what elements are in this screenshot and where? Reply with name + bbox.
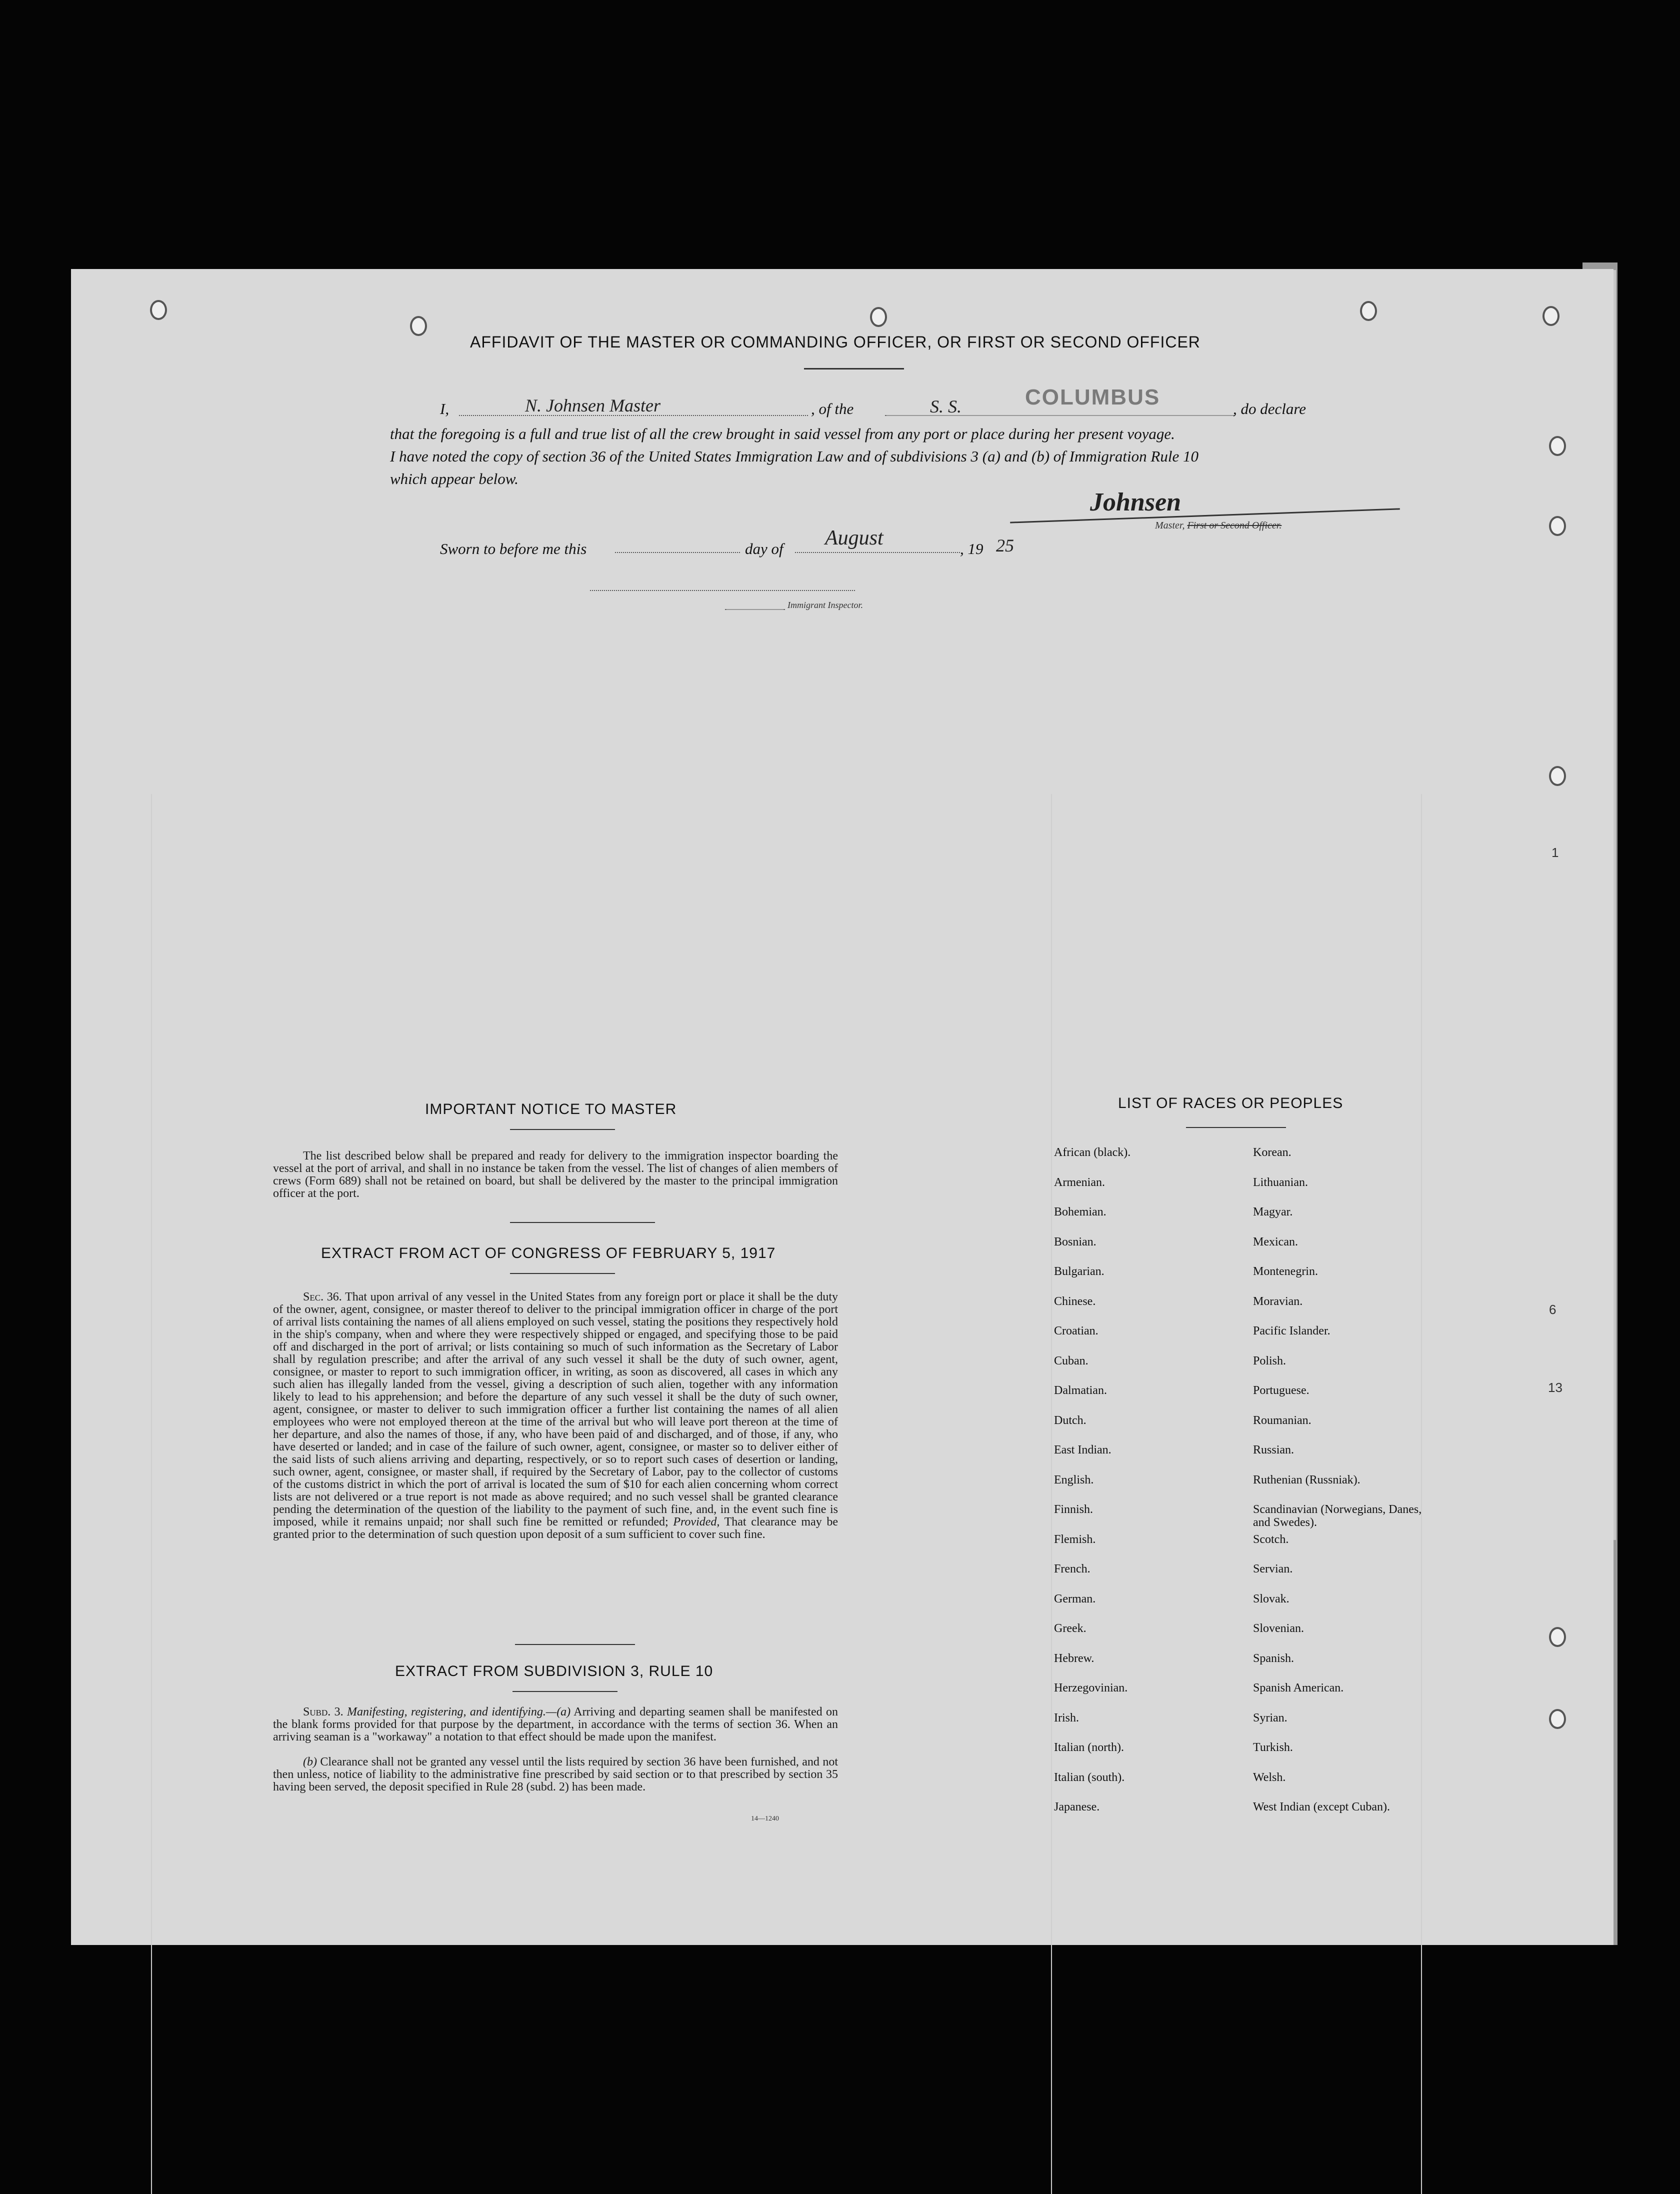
punch-hole-icon — [1549, 1627, 1566, 1647]
act-section-text: That upon arrival of any vessel in the United States from any foreign port or place it shall be the duty of the owner, agent, consignee, or master thereof to deliver to the principal immigration officer in charge of the port of arrival lists containing the names of all aliens employed on such vessel, stating the positions they respectively hold in the ship's company, when and where they were respectively shipped or engaged, and specifying those to be paid off and discharged in the port of arrival; or lists containing so much of such information as the Secretary of Labor shall by regulation prescribe; and after the arrival of any such vessel it shall be the duty of such owner, agent, consignee, or master to report to such immigration officer, in writing, as soon as discovered, all cases in which any such alien has illegally landed from the vessel, giving a description of such alien, together with any information likely to lead to his apprehension; and before the departure of any such vessel it shall be the duty of such owner, agent, consignee, or master to deliver to such immigration officer a further list containing the names of all alien employees who were not employed thereon at the time of the arrival but who will leave port thereon at the time of her departure, and also the names of those, if any, who have been paid of and discharged, and of those, if any, who have deserted or landed; and in case of the failure of such owner, agent, consignee, or master so to deliver either of the said lists of such aliens arriving and departing, respectively, or so to report such cases of desertion or landing, such owner, agent, consignee, or master shall, if required by the Secretary of Labor, pay to the collector of customs of the customs district in which the port of arrival is located the sum of $10 for each alien concerning whom correct lists are not delivered or a true report is not made as above required; and no such vessel shall be granted clearance pending the determination of the question of the liability to the payment of such fine, and, in the event such fine is imposed, while it remains unpaid; nor shall such fine be remitted or refunded; — [273, 1290, 838, 1528]
race-item: Hebrew. — [1054, 1652, 1094, 1665]
rule10-b-text: Clearance shall not be granted any vessel until the lists required by section 36 have been furnished, and not then unless, notice of liability to the administrative fine prescribed by said section or to that prescribed by section 35 having been served, the deposit specified in Rule 28 (subd. 2) has been made. — [273, 1756, 838, 1794]
title-rule — [804, 368, 904, 370]
race-item: Cuban. — [1054, 1354, 1088, 1368]
affidavit-title: AFFIDAVIT OF THE MASTER OR COMMANDING OFFICER, OR FIRST OR SECOND OFFICER — [470, 333, 1200, 351]
signature-caption-master: Master, — [1155, 520, 1185, 531]
race-item: Bosnian. — [1054, 1235, 1096, 1248]
punch-hole-icon — [1549, 1709, 1566, 1729]
act-provided-label: Provided, — [673, 1516, 720, 1528]
do-declare-label: , do declare — [1233, 400, 1306, 418]
inspector-signature-line — [590, 590, 855, 591]
race-item: Slovenian. — [1253, 1622, 1304, 1635]
race-item: Scotch. — [1253, 1532, 1289, 1546]
races-rule — [1186, 1127, 1286, 1128]
race-item: Bulgarian. — [1054, 1265, 1104, 1278]
punch-hole-icon — [1549, 436, 1566, 456]
punch-hole-icon — [150, 300, 167, 320]
master-signature: Johnsen — [1090, 488, 1182, 516]
race-item: Servian. — [1253, 1562, 1293, 1576]
divider-rule — [510, 1222, 655, 1223]
affidavit-line-3: I have noted the copy of section 36 of the United States Immigration Law and of subdivisions 3 (a) and (b) of Immigration Rule 10 — [390, 448, 1198, 465]
race-item: Welsh. — [1253, 1770, 1286, 1784]
race-item: Montenegrin. — [1253, 1265, 1318, 1278]
race-item: Slovak. — [1253, 1592, 1290, 1606]
punch-hole-icon — [410, 316, 427, 336]
rule10-a-text: Arriving and departing seamen shall be manifested on the blank forms provided for that purpose by the department, in accordance with the terms of section 36. When an arriving seaman is a "workaway" a notation to that effect should be made upon the manifest. — [273, 1706, 838, 1744]
sworn-month-handwritten: August — [825, 526, 884, 550]
race-item: Irish. — [1054, 1711, 1079, 1724]
race-item: Greek. — [1054, 1622, 1086, 1635]
race-item: Roumanian. — [1253, 1414, 1312, 1427]
notice-text: The list described below shall be prepared and ready for delivery to the immigration inspector boarding the vessel at the port of arrival, and shall in no instance be taken from the vessel. The list of changes of alien members of crews (Form 689) shall not be retained on board, but shall be delivered by the master to the principal immigration officer at the port. — [273, 1150, 838, 1200]
rule10-subd-label: Subd. 3. — [303, 1706, 344, 1718]
race-item: Polish. — [1253, 1354, 1286, 1368]
of-the-label: , of the — [811, 400, 854, 418]
sworn-month-line — [795, 552, 960, 553]
manifest-page — [71, 269, 1614, 1945]
race-item: Spanish. — [1253, 1652, 1294, 1665]
notice-rule — [510, 1129, 615, 1130]
race-item: Syrian. — [1253, 1711, 1288, 1724]
inspector-caption-leader — [725, 609, 785, 610]
rule10-subd-heading: Manifesting, registering, and identifying.—(a) — [347, 1706, 571, 1718]
race-item: Italian (north). — [1054, 1741, 1124, 1754]
race-item: German. — [1054, 1592, 1096, 1606]
race-item: Pacific Islander. — [1253, 1324, 1330, 1338]
faint-column-line — [1421, 794, 1422, 2194]
race-item: Armenian. — [1054, 1176, 1105, 1189]
rule10-text-a — [273, 1706, 838, 1744]
race-item: English. — [1054, 1473, 1094, 1486]
punch-hole-icon — [1542, 306, 1560, 326]
sworn-year-prefix: , 19 — [960, 540, 984, 558]
race-item: Magyar. — [1253, 1206, 1293, 1218]
race-item: Russian. — [1253, 1444, 1294, 1456]
race-item: African (black). — [1054, 1146, 1131, 1159]
day-of-label: day of — [745, 540, 784, 558]
faint-column-line — [151, 794, 152, 2194]
race-item: French. — [1054, 1562, 1090, 1576]
punch-hole-icon — [1549, 516, 1566, 536]
affidavit-line-2: that the foregoing is a full and true list of all the crew brought in said vessel from any port or place during her present voyage. — [390, 425, 1175, 442]
race-item: Spanish American. — [1253, 1682, 1344, 1694]
form-number: 14—1240 — [751, 1815, 779, 1822]
sworn-day-line — [615, 552, 740, 553]
race-item: East Indian. — [1054, 1444, 1112, 1456]
race-item: Chinese. — [1054, 1294, 1096, 1308]
act-text — [273, 1291, 838, 1541]
race-item: Croatian. — [1054, 1324, 1098, 1338]
race-item: Italian (south). — [1054, 1770, 1125, 1784]
master-name-handwritten: N. Johnsen Master — [525, 396, 660, 416]
race-item: Bohemian. — [1054, 1206, 1106, 1218]
punch-hole-icon — [1360, 301, 1377, 321]
signature-caption-struck: First or Second Officer. — [1187, 520, 1282, 531]
signature-caption — [1155, 520, 1282, 532]
races-title: LIST OF RACES OR PEOPLES — [1118, 1095, 1344, 1112]
act-section-label: Sec. 36. — [303, 1290, 342, 1304]
race-item: West Indian (except Cuban). — [1253, 1800, 1390, 1814]
race-item: Dalmatian. — [1054, 1384, 1107, 1397]
punch-hole-icon — [870, 307, 887, 327]
race-item: Japanese. — [1054, 1800, 1100, 1814]
rule10-b-label: (b) — [303, 1756, 317, 1768]
act-rule — [510, 1273, 615, 1274]
notice-title: IMPORTANT NOTICE TO MASTER — [425, 1101, 677, 1118]
rule10-title: EXTRACT FROM SUBDIVISION 3, RULE 10 — [395, 1663, 714, 1680]
margin-number: 13 — [1548, 1380, 1562, 1395]
race-item: Flemish. — [1054, 1532, 1096, 1546]
race-item: Moravian. — [1253, 1294, 1303, 1308]
race-item: Korean. — [1253, 1146, 1292, 1159]
rule10-rule — [512, 1691, 618, 1692]
race-item: Ruthenian (Russniak). — [1253, 1473, 1360, 1486]
race-item: Mexican. — [1253, 1235, 1298, 1248]
race-item: Finnish. — [1054, 1503, 1094, 1516]
affidavit-line-4: which appear below. — [390, 470, 518, 488]
race-item: Herzegovinian. — [1054, 1682, 1128, 1694]
vessel-name-stamp: COLUMBUS — [1025, 385, 1160, 410]
sworn-label: Sworn to before me this — [440, 540, 587, 558]
vessel-prefix-handwritten: S. S. — [930, 396, 962, 416]
act-title: EXTRACT FROM ACT OF CONGRESS OF FEBRUARY 5, 1917 — [321, 1245, 776, 1262]
race-item: Turkish. — [1253, 1741, 1293, 1754]
divider-rule — [515, 1644, 635, 1645]
inspector-caption: Immigrant Inspector. — [788, 600, 863, 610]
affidavit-i: I, — [440, 400, 450, 418]
race-item: Portuguese. — [1253, 1384, 1310, 1397]
sworn-year-handwritten: 25 — [996, 536, 1014, 556]
race-item: Lithuanian. — [1253, 1176, 1308, 1189]
punch-hole-icon — [1549, 766, 1566, 786]
act-provided-text: That clearance may be granted prior to the determination of such question upon deposit of a sum sufficient to cover such fine. — [273, 1516, 838, 1541]
rule10-text-b — [273, 1756, 838, 1794]
faint-column-line — [1051, 794, 1052, 2194]
race-item: Scandinavian (Norwegians, Danes, and Swedes). — [1253, 1503, 1422, 1529]
margin-number: 1 — [1552, 845, 1559, 860]
margin-number: 6 — [1549, 1302, 1556, 1317]
race-item: Dutch. — [1054, 1414, 1086, 1427]
